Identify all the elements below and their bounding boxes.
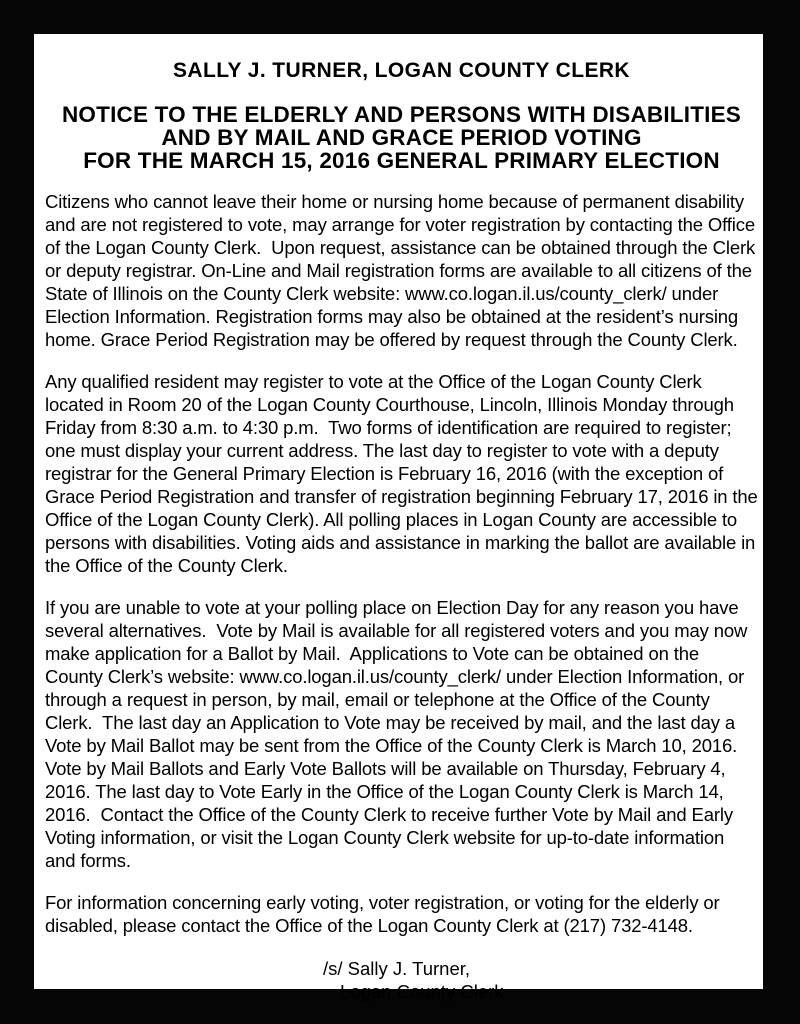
paragraph-home-registration: Citizens who cannot leave their home or nursing home because of permanent disability and are not registered to vote, may arrange for voter registration by contacting the Office of the Logan County Clerk. Upon request, assistance can be obtained through the Clerk or deputy registrar. On-Line and Mail registration forms are available to all citizens of the State of Illinois on the County Clerk website: www.co.logan.il.us/county_clerk/ under Election Information. Registration forms may also be obtained at the resident’s nursing home. Grace Period Registration may be offered by request through the County Clerk. [45,191,761,350]
paragraph-contact-info: For information concerning early voting, voter registration, or voting for the elderly or disabled, please contact the Office of the Logan County Clerk at (217) 732-4148. [45,892,725,936]
signature-title-line: Logan County Clerk [340,981,504,1002]
notice-heading-line-2: AND BY MAIL AND GRACE PERIOD VOTING [161,125,642,150]
page-title: SALLY J. TURNER, LOGAN COUNTY CLERK [173,59,630,82]
paragraph-clerk-office-registration: Any qualified resident may register to vote at the Office of the Logan County Clerk located in Room 20 of the Logan County Courthouse, Lincoln, Illinois Monday through Friday from 8:30 a.m. to 4:30 p.m. Two forms of identification are required to register; one must display your current address. The last day to register to vote with a deputy registrar for the General Primary Election is February 16, 2016 (with the exception of Grace Period Registration and transfer of registration beginning February 17, 2016 in the Office of the Logan County Clerk). All polling places in Logan County are accessible to persons with disabilities. Voting aids and assistance in marking the ballot are available in the Office of the County Clerk. [45,371,763,576]
notice-heading-line-3: FOR THE MARCH 15, 2016 GENERAL PRIMARY ELECTION [83,148,720,173]
notice-heading-line-1: NOTICE TO THE ELDERLY AND PERSONS WITH DISABILITIES [61,102,741,127]
notice-page [34,34,763,1002]
notice-heading [45,103,758,172]
signature-name-line: /s/ Sally J. Turner, [323,958,471,979]
signature-block [323,957,758,1003]
paragraph-vote-by-mail-early-voting: If you are unable to vote at your polling place on Election Day for any reason you have several alternatives. Vote by Mail is available for all registered voters and you may now make application for a Ballot by Mail. Applications to Vote can be obtained on the County Clerk’s website: www.co.logan.il.us/county_clerk/ under Election Information, or through a request in person, by mail, email or telephone at the Office of the County Clerk. The last day an Application to Vote may be received by mail, and the last day a Vote by Mail Ballot may be sent from the Office of the County Clerk is March 10, 2016. Vote by Mail Ballots and Early Vote Ballots will be available on Thursday, February 4, 2016. The last day to Vote Early in the Office of the Logan County Clerk is March 14, 2016. Contact the Office of the County Clerk to receive further Vote by Mail and Early Voting information, or visit the Logan County Clerk website for up-to-date information and forms. [45,597,753,871]
